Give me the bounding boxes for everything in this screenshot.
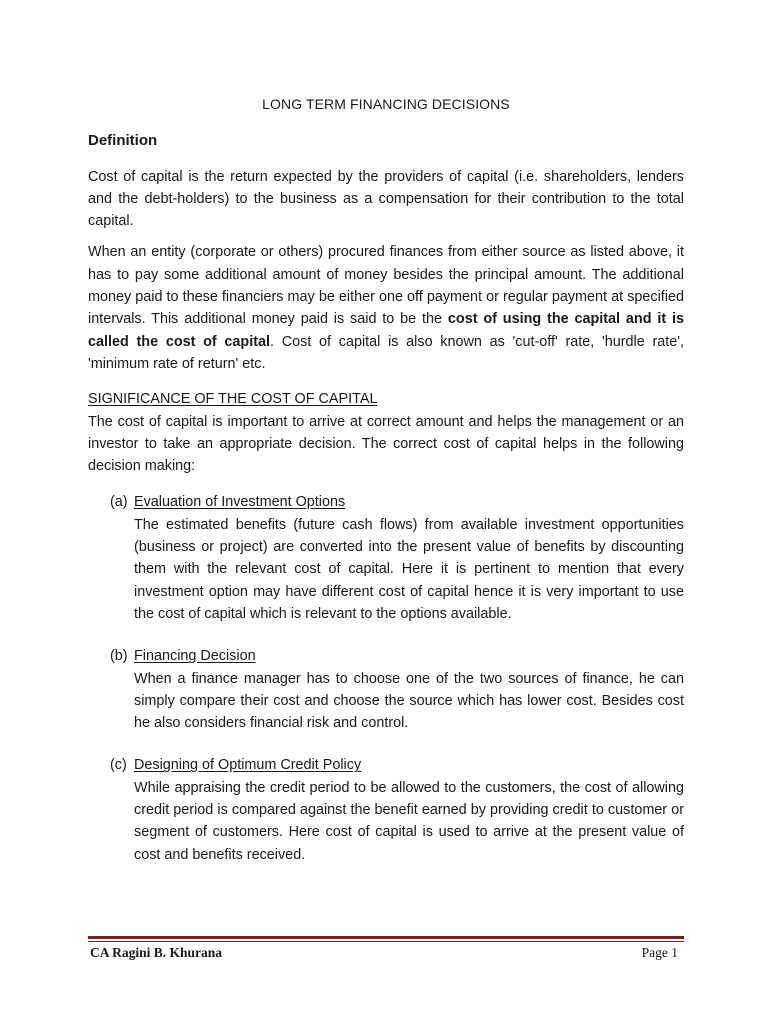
list-item [88,491,684,625]
list-item [88,754,684,865]
list-item-title: Designing of Optimum Credit Policy [134,757,362,774]
finances-paragraph-bold: cost of using the capital and it is called the cost of capital [88,311,684,350]
finances-paragraph-text-end: . Cost of capital is also known as 'cut-off' rate, 'hurdle rate', 'minimum rate of return' etc. [88,333,684,372]
list-item-marker: (b) [110,648,128,665]
page-title: LONG TERM FINANCING DECISIONS [262,96,510,112]
footer-page-number: Page 1 [641,945,678,960]
definition-heading: Definition [88,132,158,150]
significance-heading: SIGNIFICANCE OF THE COST OF CAPITAL [88,391,378,408]
list-item-title: Financing Decision [134,648,256,665]
list-item-body: When a finance manager has to choose one of the two sources of finance, he can simply compare their cost and choose the source which has lower cost. Besides cost he also considers financial risk and control. [134,670,684,732]
finances-paragraph [88,241,684,375]
list-item [88,645,684,734]
list-item-marker: (a) [110,494,128,511]
list-item-body: While appraising the credit period to be allowed to the customers, the cost of allowing credit period is compared against the benefit earned by providing credit to customer or segment of customers. Here cost of capital is used to arrive at the present value of cost and benefits received. [134,779,684,863]
definition-paragraph: Cost of capital is the return expected by the providers of capital (i.e. shareholders, lenders and the debt-holders) to the business as a compensation for their contribution to the total capital. [88,168,684,230]
footer-rule-thick [88,936,684,939]
finances-paragraph-text-start: When an entity (corporate or others) procured finances from either source as listed above, it has to pay some additional amount of money besides the principal amount. The additional money paid to these financiers may be either one off payment or regular payment at specified intervals. This additional money paid is said to be the [88,244,684,328]
list-item-title: Evaluation of Investment Options [134,494,346,511]
page-content [88,93,684,886]
list-item-marker: (c) [110,757,127,774]
significance-paragraph: The cost of capital is important to arrive at correct amount and helps the management or an investor to take an appropriate decision. The correct cost of capital helps in the following decision making: [88,413,684,475]
footer-author: CA Ragini B. Khurana [90,945,223,960]
list-item-body: The estimated benefits (future cash flows) from available investment opportunities (business or project) are converted into the present value of benefits by discounting them with the relevant cost of capital. Here it is pertinent to mention that every investment option may have different cost of capital hence it is very important to use the cost of capital which is relevant to the options available. [134,516,684,622]
footer-rule-thin [88,941,684,942]
